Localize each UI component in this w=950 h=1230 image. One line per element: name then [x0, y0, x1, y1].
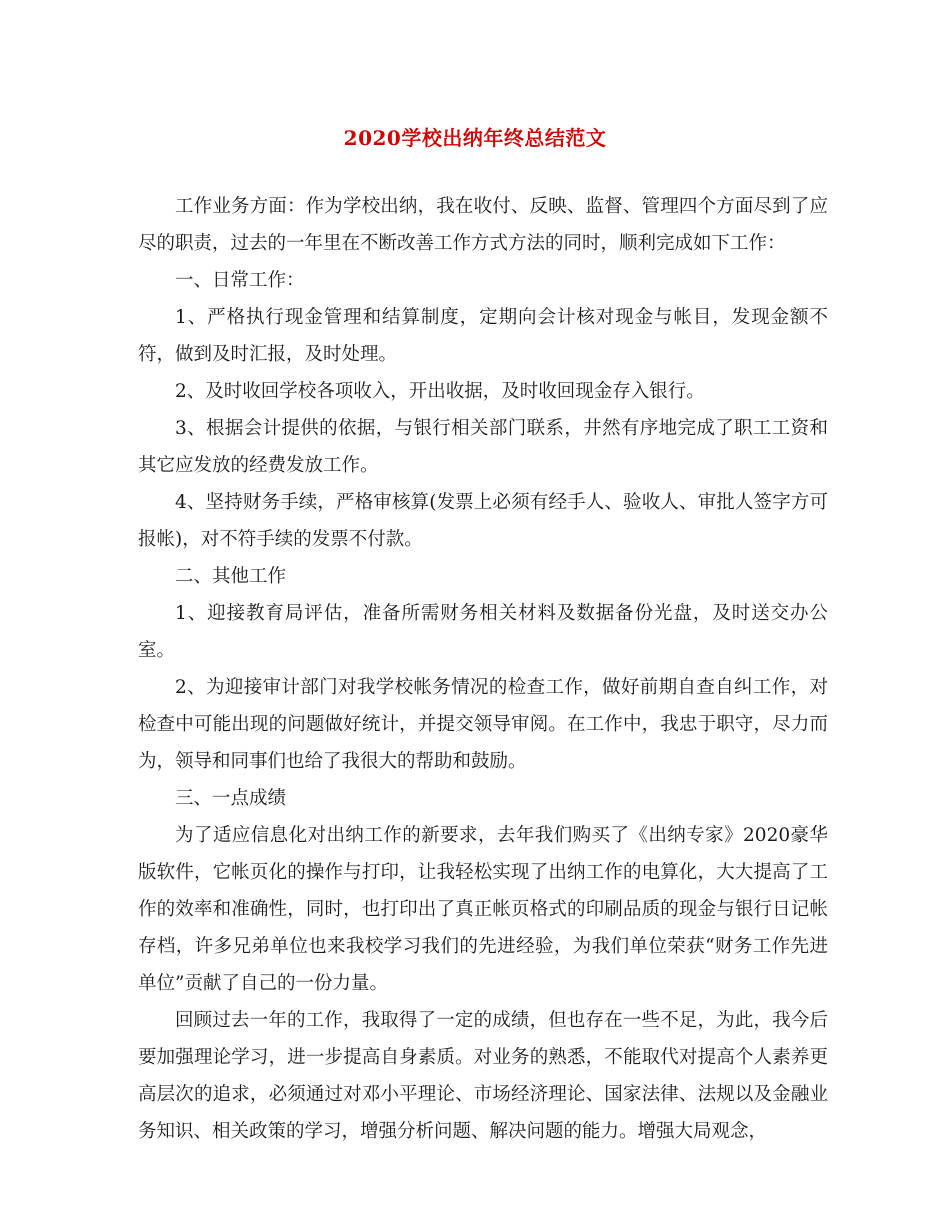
paragraph-other-item-1: 1、迎接教育局评估，准备所需财务相关材料及数据备份光盘，及时送交办公室。: [138, 603, 828, 661]
paragraph-intro: 工作业务方面：作为学校出纳，我在收付、反映、监督、管理四个方面尽到了应尽的职责，过去的一年里在不断改善工作方式方法的同时，顺利完成如下工作：: [138, 196, 828, 254]
paragraph-other-item-2: 2、为迎接审计部门对我学校帐务情况的检查工作，做好前期自查自纠工作，对检查中可能出现的问题做好统计，并提交领导审阅。在工作中，我忠于职守，尽力而为，领导和同事们也给了我很大的帮助和鼓励。: [138, 677, 828, 772]
paragraph-daily-item-3: 3、根据会计提供的依据，与银行相关部门联系，井然有序地完成了职工工资和其它应发放的经费发放工作。: [138, 418, 828, 476]
heading-daily-work: 一、日常工作：: [175, 270, 305, 291]
paragraph-daily-item-1: 1、严格执行现金管理和结算制度，定期向会计核对现金与帐目，发现金额不符，做到及时汇报，及时处理。: [138, 307, 828, 365]
heading-other-work: 二、其他工作: [175, 566, 287, 587]
heading-achievements: 三、一点成绩: [175, 788, 287, 809]
paragraph-review: 回顾过去一年的工作，我取得了一定的成绩，但也存在一些不足，为此，我今后要加强理论学习，进一步提高自身素质。对业务的熟悉，不能取代对提高个人素养更高层次的追求，必须通过对邓小平理论、市场经济理论、国家法律、法规以及金融业务知识、相关政策的学习，增强分析问题、解决问题的能力。增强大局观念，: [138, 1010, 828, 1142]
document-body: [138, 188, 828, 1150]
paragraph-daily-item-2: 2、及时收回学校各项收入，开出收据，及时收回现金存入银行。: [175, 381, 705, 402]
paragraph-achievements: 为了适应信息化对出纳工作的新要求，去年我们购买了《出纳专家》2020豪华版软件，它帐页化的操作与打印，让我轻松实现了出纳工作的电算化，大大提高了工作的效率和准确性，同时，也打印出了真正帐页格式的印刷品质的现金与银行日记帐存档，许多兄弟单位也来我校学习我们的先进经验，为我们单位荣获“财务工作先进单位”贡献了自己的一份力量。: [138, 825, 828, 994]
document-title: 2020学校出纳年终总结范文: [343, 126, 607, 150]
paragraph-daily-item-4: 4、坚持财务手续，严格审核算(发票上必须有经手人、验收人、审批人签字方可报帐)，对不符手续的发票不付款。: [138, 492, 828, 550]
